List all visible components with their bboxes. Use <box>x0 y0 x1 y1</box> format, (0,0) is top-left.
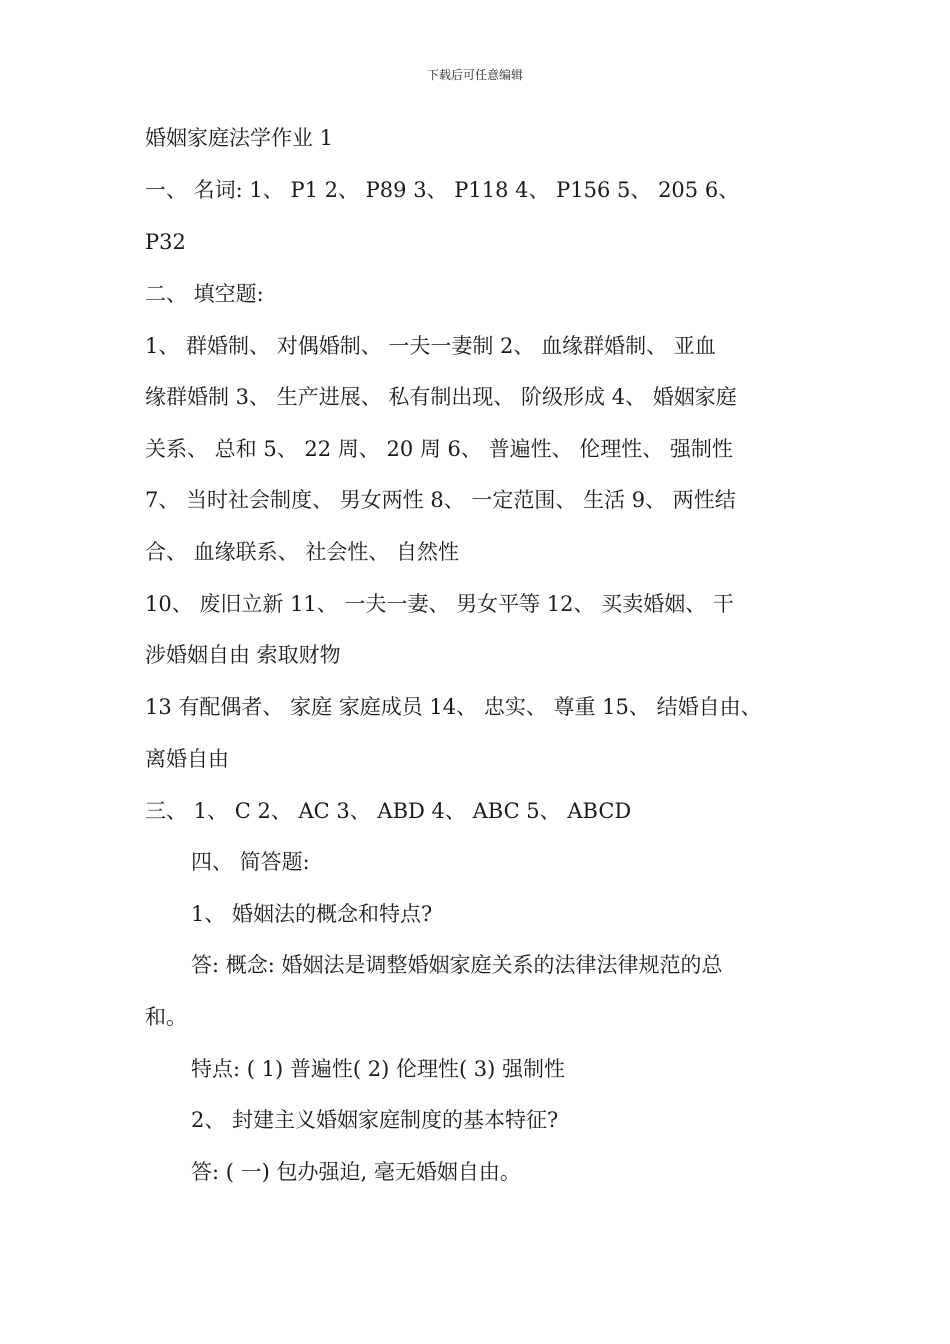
section-one-terms-continued: P32 <box>145 230 186 254</box>
fill-blank-answer-line: 缘群婚制 3、 生产进展、 私有制出现、 阶级形成 4、 婚姻家庭 <box>145 385 737 409</box>
fill-blank-answer-line: 涉婚姻自由 索取财物 <box>145 643 341 667</box>
fill-blank-answer-line: 7、 当时社会制度、 男女两性 8、 一定范围、 生活 9、 两性结 <box>145 488 736 512</box>
section-four-heading: 四、 简答题: <box>191 850 310 874</box>
fill-blank-answer-line: 1、 群婚制、 对偶婚制、 一夫一妻制 2、 血缘群婚制、 亚血 <box>145 334 716 358</box>
section-three-choice-answers: 三、 1、 C 2、 AC 3、 ABD 4、 ABC 5、 ABCD <box>145 799 632 823</box>
fill-blank-answer-line: 离婚自由 <box>145 747 229 771</box>
fill-blank-answer-line: 13 有配偶者、 家庭 家庭成员 14、 忠实、 尊重 15、 结婚自由、 <box>145 695 762 719</box>
short-answer-text: 和。 <box>145 1005 187 1029</box>
short-answer-question: 2、 封建主义婚姻家庭制度的基本特征? <box>191 1108 559 1132</box>
fill-blank-answer-line: 10、 废旧立新 11、 一夫一妻、 男女平等 12、 买卖婚姻、 干 <box>145 592 734 616</box>
fill-blank-answer-line: 关系、 总和 5、 22 周、 20 周 6、 普遍性、 伦理性、 强制性 <box>145 437 733 461</box>
short-answer-question: 1、 婚姻法的概念和特点? <box>191 902 433 926</box>
section-one-terms-line: 一、 名词: 1、 P1 2、 P89 3、 P118 4、 P156 5、 205 6、 <box>145 178 740 202</box>
page-header-note: 下载后可任意编辑 <box>426 68 523 82</box>
document-title: 婚姻家庭法学作业 1 <box>145 126 334 150</box>
short-answer-text: 特点: ( 1) 普遍性( 2) 伦理性( 3) 强制性 <box>191 1057 566 1081</box>
fill-blank-answer-line: 合、 血缘联系、 社会性、 自然性 <box>145 540 460 564</box>
short-answer-text: 答: 概念: 婚姻法是调整婚姻家庭关系的法律法律规范的总 <box>191 953 723 977</box>
section-two-heading: 二、 填空题: <box>145 282 264 306</box>
short-answer-text: 答: ( 一) 包办强迫, 毫无婚姻自由。 <box>191 1160 521 1184</box>
